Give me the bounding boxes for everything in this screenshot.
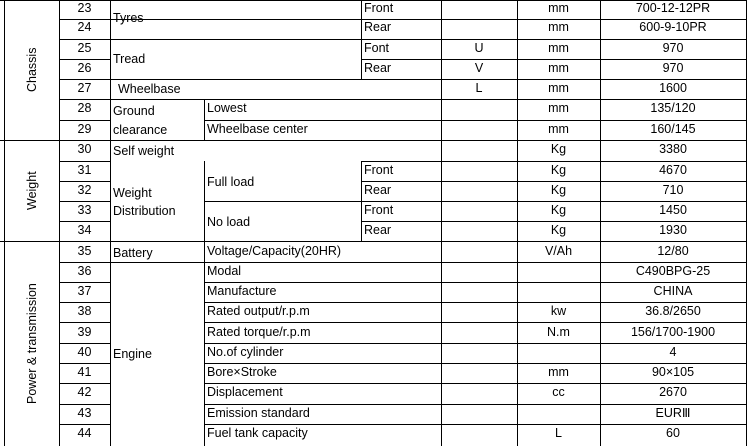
row-value: 1930 [659, 223, 687, 237]
row-number: 33 [77, 203, 92, 217]
subgroup-label-full-load: Full load [207, 175, 255, 189]
row-unit: cc [552, 385, 565, 399]
grid-line [746, 0, 747, 446]
row-value: 36.8/2650 [645, 304, 701, 318]
row-value: 710 [662, 183, 684, 197]
row-parameter: Font [364, 41, 390, 55]
row-number: 40 [77, 345, 92, 359]
group-label-battery: Battery [113, 246, 153, 260]
grid-line [59, 343, 110, 344]
row-value: CHINA [653, 284, 693, 298]
row-number: 23 [77, 1, 92, 15]
row-value: 160/145 [650, 122, 696, 136]
grid-line [204, 99, 205, 140]
grid-line [204, 241, 205, 446]
grid-line [59, 201, 110, 202]
row-symbol: L [475, 81, 483, 95]
row-value: 700-12-12PR [635, 1, 711, 15]
row-unit: kw [550, 304, 567, 318]
group-label-tyres: Tyres [113, 11, 144, 25]
grid-line [204, 201, 746, 202]
row-number: 38 [77, 304, 92, 318]
row-parameter: No.of cylinder [207, 345, 284, 359]
row-number: 25 [77, 41, 92, 55]
row-value: 2670 [659, 385, 687, 399]
row-parameter: Wheelbase center [207, 122, 308, 136]
row-unit: Kg [550, 183, 567, 197]
grid-line [59, 120, 110, 121]
row-unit: mm [548, 41, 569, 55]
row-value: 4670 [659, 163, 687, 177]
grid-line [0, 140, 746, 141]
grid-line [0, 241, 746, 242]
row-parameter: Manufacture [207, 284, 277, 298]
row-parameter: Front [364, 203, 394, 217]
row-unit: mm [548, 122, 569, 136]
grid-line [361, 59, 746, 60]
row-parameter: Rated output/r.p.m [207, 304, 310, 318]
grid-line [110, 0, 111, 446]
section-label-weight: Weight [25, 171, 39, 211]
grid-line [204, 343, 746, 344]
row-unit: Kg [550, 203, 567, 217]
grid-line [361, 0, 362, 79]
row-number: 37 [77, 284, 92, 298]
row-number: 30 [77, 142, 92, 156]
grid-line [361, 161, 746, 162]
group-label-wheelbase: Wheelbase [118, 82, 181, 96]
row-value: 135/120 [650, 101, 696, 115]
grid-line [59, 282, 110, 283]
grid-line [59, 424, 110, 425]
row-number: 36 [77, 264, 92, 278]
row-number: 27 [77, 81, 92, 95]
row-parameter: Rated torque/r.p.m [207, 325, 311, 339]
row-number: 41 [77, 365, 92, 379]
row-parameter: Rear [364, 61, 392, 75]
grid-line [204, 322, 746, 323]
row-value: 12/80 [657, 244, 689, 258]
row-value: 1600 [659, 81, 687, 95]
row-symbol: U [474, 41, 484, 55]
grid-line [59, 99, 746, 100]
row-value: 970 [662, 41, 684, 55]
grid-line [361, 221, 746, 222]
row-number: 34 [77, 223, 92, 237]
grid-line [59, 161, 110, 162]
row-parameter: Rear [364, 183, 392, 197]
row-parameter: Front [364, 1, 394, 15]
section-label-chassis: Chassis [25, 47, 39, 93]
row-parameter: Fuel tank capacity [207, 426, 308, 440]
subgroup-label-no-load: No load [207, 215, 251, 229]
row-unit: Kg [550, 223, 567, 237]
row-unit: mm [548, 365, 569, 379]
grid-line [204, 363, 746, 364]
row-number: 32 [77, 183, 92, 197]
grid-line [59, 39, 746, 40]
group-label-engine: Engine [113, 347, 152, 361]
grid-line [59, 221, 110, 222]
row-parameter: Lowest [207, 101, 247, 115]
row-unit: mm [548, 61, 569, 75]
row-parameter: Bore×Stroke [207, 365, 277, 379]
row-unit: Kg [550, 163, 567, 177]
row-value: 90×105 [651, 365, 695, 379]
grid-line [204, 404, 746, 405]
row-number: 39 [77, 325, 92, 339]
section-label-power-transmission: Power & transmission [25, 283, 39, 405]
row-number: 29 [77, 122, 92, 136]
group-label-ground-clearance-line1: Ground [113, 104, 155, 118]
group-label-weight-distribution-line2: Distribution [113, 204, 176, 218]
row-unit: N.m [547, 325, 570, 339]
grid-line [59, 363, 110, 364]
row-parameter: Rear [364, 223, 392, 237]
grid-line [59, 181, 110, 182]
row-unit: mm [548, 1, 569, 15]
row-number: 26 [77, 61, 92, 75]
group-label-self-weight: Self weight [113, 144, 175, 158]
grid-line [361, 181, 746, 182]
row-parameter: Emission standard [207, 406, 310, 420]
row-unit: mm [548, 101, 569, 115]
row-unit: mm [548, 81, 569, 95]
grid-line [204, 424, 746, 425]
row-unit: V/Ah [544, 244, 573, 258]
row-parameter: Voltage/Capacity(20HR) [207, 244, 342, 258]
row-value: 970 [662, 61, 684, 75]
row-number: 44 [77, 426, 92, 440]
row-parameter: Modal [207, 264, 242, 278]
row-parameter: Rear [364, 20, 392, 34]
row-number: 43 [77, 406, 92, 420]
grid-line [59, 262, 746, 263]
group-label-tread: Tread [113, 52, 146, 66]
group-label-weight-distribution-line1: Weight [113, 186, 152, 200]
grid-line [204, 120, 746, 121]
row-value: 156/1700-1900 [630, 325, 716, 339]
row-number: 28 [77, 101, 92, 115]
row-symbol: V [474, 61, 484, 75]
row-number: 42 [77, 385, 92, 399]
grid-line [204, 383, 746, 384]
grid-line [59, 79, 746, 80]
row-parameter: Front [364, 163, 394, 177]
row-value: C490BPG-25 [635, 264, 711, 278]
row-value: 60 [666, 426, 680, 440]
grid-line [361, 161, 362, 241]
row-value: 4 [669, 345, 677, 359]
row-unit: mm [548, 20, 569, 34]
row-value: 3380 [659, 142, 687, 156]
row-parameter: Displacement [207, 385, 283, 399]
row-value: 600-9-10PR [639, 20, 707, 34]
grid-line [59, 404, 110, 405]
grid-line [59, 302, 110, 303]
group-label-ground-clearance-line2: clearance [113, 123, 168, 137]
row-value: EURⅢ [655, 406, 691, 420]
row-unit: Kg [550, 142, 567, 156]
grid-line [59, 383, 110, 384]
row-number: 35 [77, 244, 92, 258]
row-number: 24 [77, 20, 92, 34]
grid-line [59, 59, 110, 60]
row-number: 31 [77, 163, 92, 177]
grid-line [59, 322, 110, 323]
grid-line [204, 161, 205, 241]
grid-line [204, 302, 746, 303]
row-value: 1450 [659, 203, 687, 217]
grid-line [204, 282, 746, 283]
row-unit: L [555, 426, 562, 440]
